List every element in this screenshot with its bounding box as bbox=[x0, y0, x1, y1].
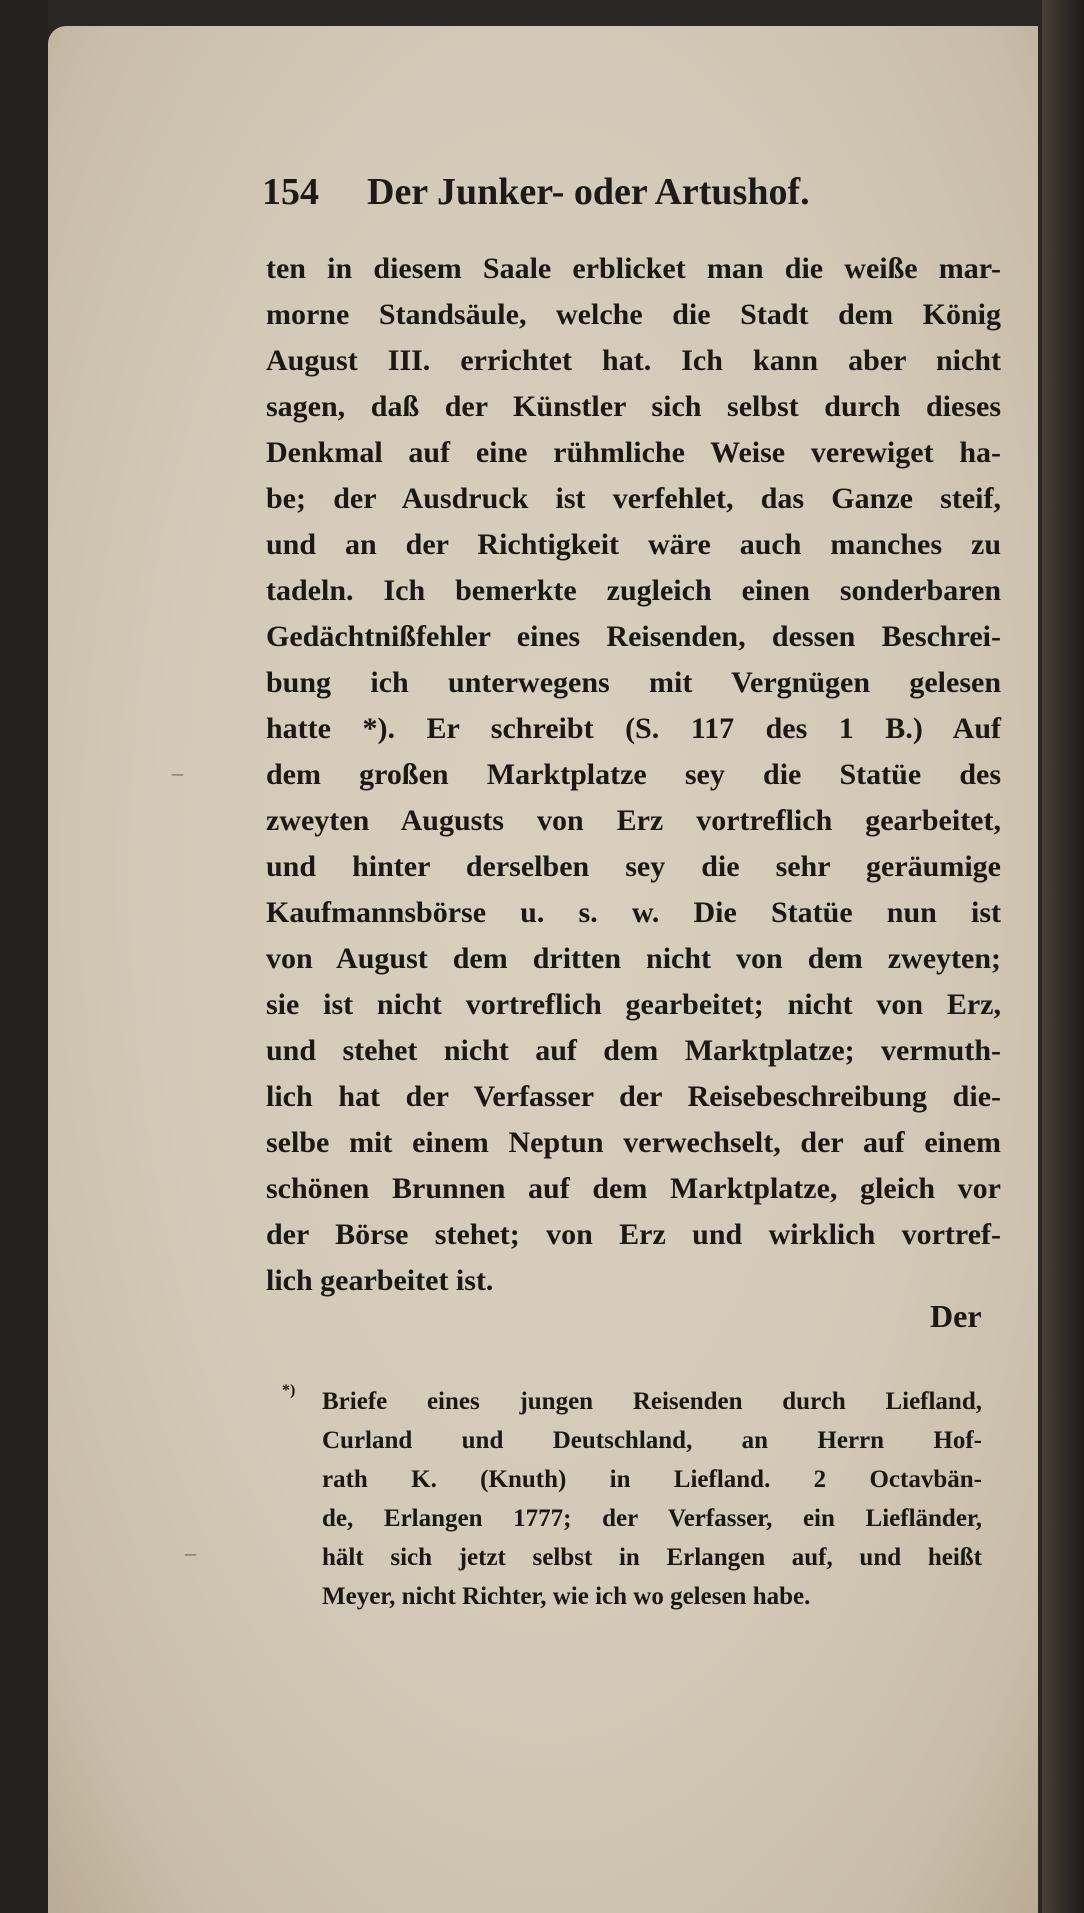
page-number: 154 bbox=[262, 171, 319, 213]
catchword: Der bbox=[930, 1298, 982, 1334]
text-line: hatte *). Er schreibt (S. 117 des 1 B.) Auf bbox=[266, 712, 1001, 745]
text-line: schönen Brunnen auf dem Marktplatze, gleich vor bbox=[266, 1172, 1001, 1205]
text-line: sie ist nicht vortreflich gearbeitet; nicht von Erz, bbox=[266, 988, 1001, 1021]
footnote-line: de, Erlangen 1777; der Verfasser, ein Liefländer, bbox=[322, 1505, 982, 1532]
text-line: Kaufmannsbörse u. s. w. Die Statüe nun ist bbox=[266, 896, 1001, 929]
footnote-line: Meyer, nicht Richter, wie ich wo gelesen habe. bbox=[322, 1583, 811, 1610]
footnote-line: Briefe eines jungen Reisenden durch Liefland, bbox=[322, 1388, 982, 1415]
text-line: selbe mit einem Neptun verwechselt, der auf einem bbox=[266, 1126, 1001, 1159]
text-line: morne Standsäule, welche die Stadt dem König bbox=[266, 298, 1001, 331]
text-line: von August dem dritten nicht von dem zweyten; bbox=[266, 942, 1001, 975]
running-header bbox=[262, 170, 1022, 214]
running-title: Der Junker- oder Artushof. bbox=[367, 171, 810, 213]
text-line: und stehet nicht auf dem Marktplatze; vermuth- bbox=[266, 1034, 1001, 1067]
text-line: lich hat der Verfasser der Reisebeschreibung die- bbox=[266, 1080, 1001, 1113]
footnote-line: hält sich jetzt selbst in Erlangen auf, und heißt bbox=[322, 1544, 982, 1571]
text-line: lich gearbeitet ist. bbox=[266, 1264, 494, 1297]
text-line: bung ich unterwegens mit Vergnügen gelesen bbox=[266, 666, 1001, 699]
footnote bbox=[282, 1382, 982, 1616]
book-edge bbox=[1042, 0, 1084, 1913]
text-line: und an der Richtigkeit wäre auch manches zu bbox=[266, 528, 1001, 561]
body-text bbox=[266, 246, 1001, 1304]
text-line: dem großen Marktplatze sey die Statüe des bbox=[266, 758, 1001, 791]
text-line: be; der Ausdruck ist verfehlet, das Ganze steif, bbox=[266, 482, 1001, 515]
text-line: der Börse stehet; von Erz und wirklich vortref- bbox=[266, 1218, 1001, 1251]
text-line: sagen, daß der Künstler sich selbst durch dieses bbox=[266, 390, 1001, 423]
margin-mark: – bbox=[172, 760, 183, 785]
text-line: August III. errichtet hat. Ich kann aber nicht bbox=[266, 344, 1001, 377]
footnote-marker: *) bbox=[282, 1382, 296, 1399]
text-line: Denkmal auf eine rühmliche Weise verewiget ha- bbox=[266, 436, 1001, 469]
text-line: zweyten Augusts von Erz vortreflich gearbeitet, bbox=[266, 804, 1001, 837]
text-line: tadeln. Ich bemerkte zugleich einen sonderbaren bbox=[266, 574, 1001, 607]
margin-mark: – bbox=[185, 1540, 196, 1565]
text-line: Gedächtnißfehler eines Reisenden, dessen Beschrei- bbox=[266, 620, 1001, 653]
scan-left-border bbox=[0, 0, 48, 1913]
text-line: und hinter derselben sey die sehr geräumige bbox=[266, 850, 1001, 883]
footnote-line: Curland und Deutschland, an Herrn Hof- bbox=[322, 1427, 982, 1454]
text-line: ten in diesem Saale erblicket man die weiße mar- bbox=[266, 252, 1001, 285]
footnote-line: rath K. (Knuth) in Liefland. 2 Octavbän- bbox=[322, 1466, 982, 1493]
